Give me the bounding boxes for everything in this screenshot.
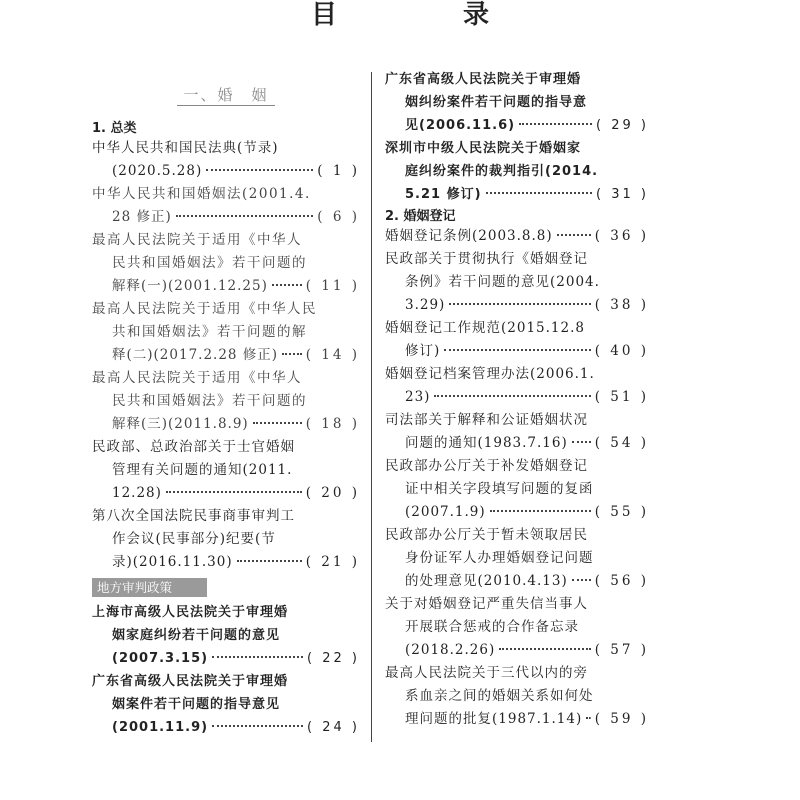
toc-entry-line: 最高人民法院关于适用《中华人 bbox=[92, 232, 302, 248]
toc-entry[interactable] bbox=[385, 317, 649, 363]
toc-entry[interactable] bbox=[92, 137, 360, 183]
toc-entry-line: 上海市高级人民法院关于审理婚 bbox=[92, 605, 289, 620]
toc-entry-tail: 释(二)(2017.2.28 修正) bbox=[112, 347, 279, 363]
toc-entry-line: 庭纠纷案件的裁判指引(2014. bbox=[405, 164, 599, 179]
page-number: ( 1 ) bbox=[317, 163, 360, 179]
toc-entry-title bbox=[385, 137, 649, 183]
toc-entry-line: 民政部办公厅关于补发婚姻登记 bbox=[385, 458, 588, 474]
page-number: ( 51 ) bbox=[594, 389, 649, 405]
toc-entry-line: 民共和国婚姻法》若干问题的 bbox=[112, 393, 307, 409]
toc-entry-line: 第八次全国法院民事商事审判工 bbox=[92, 508, 295, 524]
toc-entry-title bbox=[385, 409, 649, 432]
leader-dots bbox=[572, 579, 591, 581]
toc-entry-tail: (2018.2.26) bbox=[405, 642, 496, 658]
leader-dots bbox=[499, 648, 590, 650]
toc-entry-title bbox=[92, 505, 360, 551]
toc-entry[interactable] bbox=[385, 593, 649, 662]
leader-dots bbox=[486, 192, 593, 194]
leader-dots bbox=[212, 656, 303, 658]
toc-entry-title bbox=[385, 317, 649, 340]
page-number: ( 24 ) bbox=[307, 720, 360, 735]
toc-entry-title bbox=[92, 183, 360, 206]
page-number: ( 55 ) bbox=[594, 504, 649, 520]
toc-entry[interactable] bbox=[92, 367, 360, 436]
toc-entry[interactable] bbox=[385, 248, 649, 317]
toc-entry-tail: 录)(2016.11.30) bbox=[112, 554, 233, 570]
toc-entry-tail: 3.29) bbox=[405, 297, 446, 313]
leader-dots bbox=[272, 284, 302, 286]
leader-dots bbox=[282, 353, 302, 355]
toc-entry-line: 司法部关于解释和公证婚姻状况 bbox=[385, 412, 588, 428]
toc-entry-line: 婚姻登记工作规范(2015.12.8 bbox=[385, 320, 585, 336]
toc-entry-tail: 解释(三)(2011.8.9) bbox=[112, 416, 249, 432]
category-marriage-registration: 2. 婚姻登记 bbox=[385, 209, 456, 224]
toc-entry-title bbox=[385, 248, 649, 294]
page-title: 目 录 bbox=[310, 0, 539, 30]
leader-dots bbox=[206, 169, 313, 171]
toc-entry-title bbox=[92, 367, 360, 413]
toc-entry-tail: (2001.11.9) bbox=[112, 720, 209, 735]
toc-entry-line: 管理有关问题的通知(2011. bbox=[112, 462, 293, 478]
toc-entry-title bbox=[92, 670, 360, 716]
toc-entry-line: 作会议(民事部分)纪要(节 bbox=[112, 531, 276, 547]
page-number: ( 38 ) bbox=[594, 297, 649, 313]
toc-entry-line: 姻家庭纠纷若干问题的意见 bbox=[112, 628, 281, 643]
leader-dots bbox=[237, 560, 302, 562]
toc-entry-title bbox=[92, 601, 360, 647]
toc-entry-tail: (2020.5.28) bbox=[112, 163, 203, 179]
leader-dots bbox=[166, 491, 302, 493]
toc-entry[interactable] bbox=[92, 436, 360, 505]
leader-dots bbox=[519, 123, 592, 125]
toc-entry-tail: 婚姻登记条例(2003.8.8) bbox=[385, 228, 553, 244]
page-number: ( 56 ) bbox=[594, 573, 649, 589]
leader-dots bbox=[557, 234, 591, 236]
page-number: ( 14 ) bbox=[305, 347, 360, 363]
category-general: 1. 总类 bbox=[92, 121, 137, 136]
toc-entry-tail: (2007.3.15) bbox=[112, 651, 209, 666]
page-number: ( 29 ) bbox=[596, 118, 649, 133]
toc-entry[interactable] bbox=[92, 229, 360, 298]
leader-dots bbox=[586, 717, 590, 719]
leader-dots bbox=[449, 303, 590, 305]
toc-entry[interactable] bbox=[385, 455, 649, 524]
toc-entry[interactable] bbox=[385, 409, 649, 455]
page-number: ( 57 ) bbox=[594, 642, 649, 658]
toc-entry[interactable] bbox=[385, 363, 649, 409]
toc-entry-line: 中华人民共和国婚姻法(2001.4. bbox=[92, 186, 311, 202]
toc-entry-line: 广东省高级人民法院关于审理婚 bbox=[385, 72, 582, 87]
toc-entry-title bbox=[385, 68, 649, 114]
toc-entry-tail: 12.28) bbox=[112, 485, 162, 501]
toc-entry-title bbox=[385, 363, 649, 386]
leader-dots bbox=[176, 215, 314, 217]
toc-entry-line: 最高人民法院关于适用《中华人 bbox=[92, 370, 302, 386]
toc-entry-line: 系血亲之间的婚姻关系如何处 bbox=[405, 688, 594, 704]
toc-entry-line: 深圳市中级人民法院关于婚姻家 bbox=[385, 141, 582, 156]
toc-entry[interactable] bbox=[385, 137, 649, 206]
toc-entry-title bbox=[92, 229, 360, 275]
toc-entry-line: 民政部关于贯彻执行《婚姻登记 bbox=[385, 251, 588, 267]
toc-entry-line: 关于对婚姻登记严重失信当事人 bbox=[385, 596, 588, 612]
toc-entry[interactable] bbox=[385, 225, 649, 248]
toc-entry-line: 开展联合惩戒的合作备忘录 bbox=[405, 619, 579, 635]
toc-entry[interactable] bbox=[92, 183, 360, 229]
toc-entry-tail: 理问题的批复(1987.1.14) bbox=[405, 711, 583, 727]
page-number: ( 40 ) bbox=[594, 343, 649, 359]
page-number: ( 18 ) bbox=[305, 416, 360, 432]
toc-entry-line: 婚姻登记档案管理办法(2006.1. bbox=[385, 366, 595, 382]
column-divider bbox=[371, 72, 372, 742]
toc-entry[interactable] bbox=[92, 505, 360, 574]
page-number: ( 11 ) bbox=[305, 278, 360, 294]
toc-entry-tail: 问题的通知(1983.7.16) bbox=[405, 435, 568, 451]
toc-entry-tail: 5.21 修订) bbox=[405, 187, 482, 202]
toc-entry-line: 最高人民法院关于适用《中华人民 bbox=[92, 301, 317, 317]
toc-entry-title bbox=[92, 298, 360, 344]
toc-entry[interactable] bbox=[92, 670, 360, 739]
leader-dots bbox=[434, 395, 590, 397]
toc-entry-tail: 见(2006.11.6) bbox=[405, 118, 516, 133]
toc-entry-line: 姻纠纷案件若干问题的指导意 bbox=[405, 95, 588, 110]
leader-dots bbox=[444, 349, 590, 351]
page-number: ( 20 ) bbox=[305, 485, 360, 501]
page-number: ( 6 ) bbox=[317, 209, 360, 225]
toc-entry-line: 最高人民法院关于三代以内的旁 bbox=[385, 665, 588, 681]
toc-entry-tail: 解释(一)(2001.12.25) bbox=[112, 278, 268, 294]
toc-entry-line: 民共和国婚姻法》若干问题的 bbox=[112, 255, 307, 271]
page-number: ( 22 ) bbox=[307, 651, 360, 666]
page-number: ( 36 ) bbox=[594, 228, 649, 244]
toc-entry-line: 中华人民共和国民法典(节录) bbox=[92, 140, 279, 156]
toc-entry[interactable] bbox=[385, 662, 649, 731]
toc-entry-line: 民政部、总政治部关于士官婚姻 bbox=[92, 439, 295, 455]
toc-entry-line: 条例》若干问题的意见(2004. bbox=[405, 274, 600, 290]
leader-dots bbox=[490, 510, 591, 512]
toc-entry-line: 身份证军人办理婚姻登记问题 bbox=[405, 550, 594, 566]
leader-dots bbox=[253, 422, 302, 424]
toc-entry[interactable] bbox=[92, 298, 360, 367]
toc-entry-title bbox=[92, 137, 360, 160]
toc-entry-line: 共和国婚姻法》若干问题的解 bbox=[112, 324, 307, 340]
toc-entry-line: 姻案件若干问题的指导意见 bbox=[112, 697, 281, 712]
section-heading: 一、婚 姻 bbox=[92, 84, 360, 105]
toc-entry-tail: 的处理意见(2010.4.13) bbox=[405, 573, 568, 589]
toc-entry-line: 民政部办公厅关于暂未领取居民 bbox=[385, 527, 588, 543]
leader-dots bbox=[212, 725, 303, 727]
toc-entry-title bbox=[385, 524, 649, 570]
toc-entry-title bbox=[385, 662, 649, 708]
local-policy-badge: 地方审判政策 bbox=[92, 578, 207, 597]
toc-entry[interactable] bbox=[385, 68, 649, 137]
toc-entry-tail: (2007.1.9) bbox=[405, 504, 486, 520]
page-number: ( 31 ) bbox=[596, 187, 649, 202]
toc-entry-tail: 修订) bbox=[405, 343, 441, 359]
page-number: ( 21 ) bbox=[305, 554, 360, 570]
toc-entry-title bbox=[385, 455, 649, 501]
page-number: ( 59 ) bbox=[594, 711, 649, 727]
toc-entry-line: 证中相关字段填写问题的复函 bbox=[405, 481, 594, 497]
toc-entry-tail: 28 修正) bbox=[112, 209, 172, 225]
leader-dots bbox=[572, 441, 591, 443]
toc-entry[interactable] bbox=[385, 524, 649, 593]
toc-entry-tail: 23) bbox=[405, 389, 431, 405]
toc-entry-line: 广东省高级人民法院关于审理婚 bbox=[92, 674, 289, 689]
toc-entry[interactable] bbox=[92, 601, 360, 670]
toc-entry-title bbox=[92, 436, 360, 482]
page-number: ( 54 ) bbox=[594, 435, 649, 451]
toc-entry-title bbox=[385, 593, 649, 639]
